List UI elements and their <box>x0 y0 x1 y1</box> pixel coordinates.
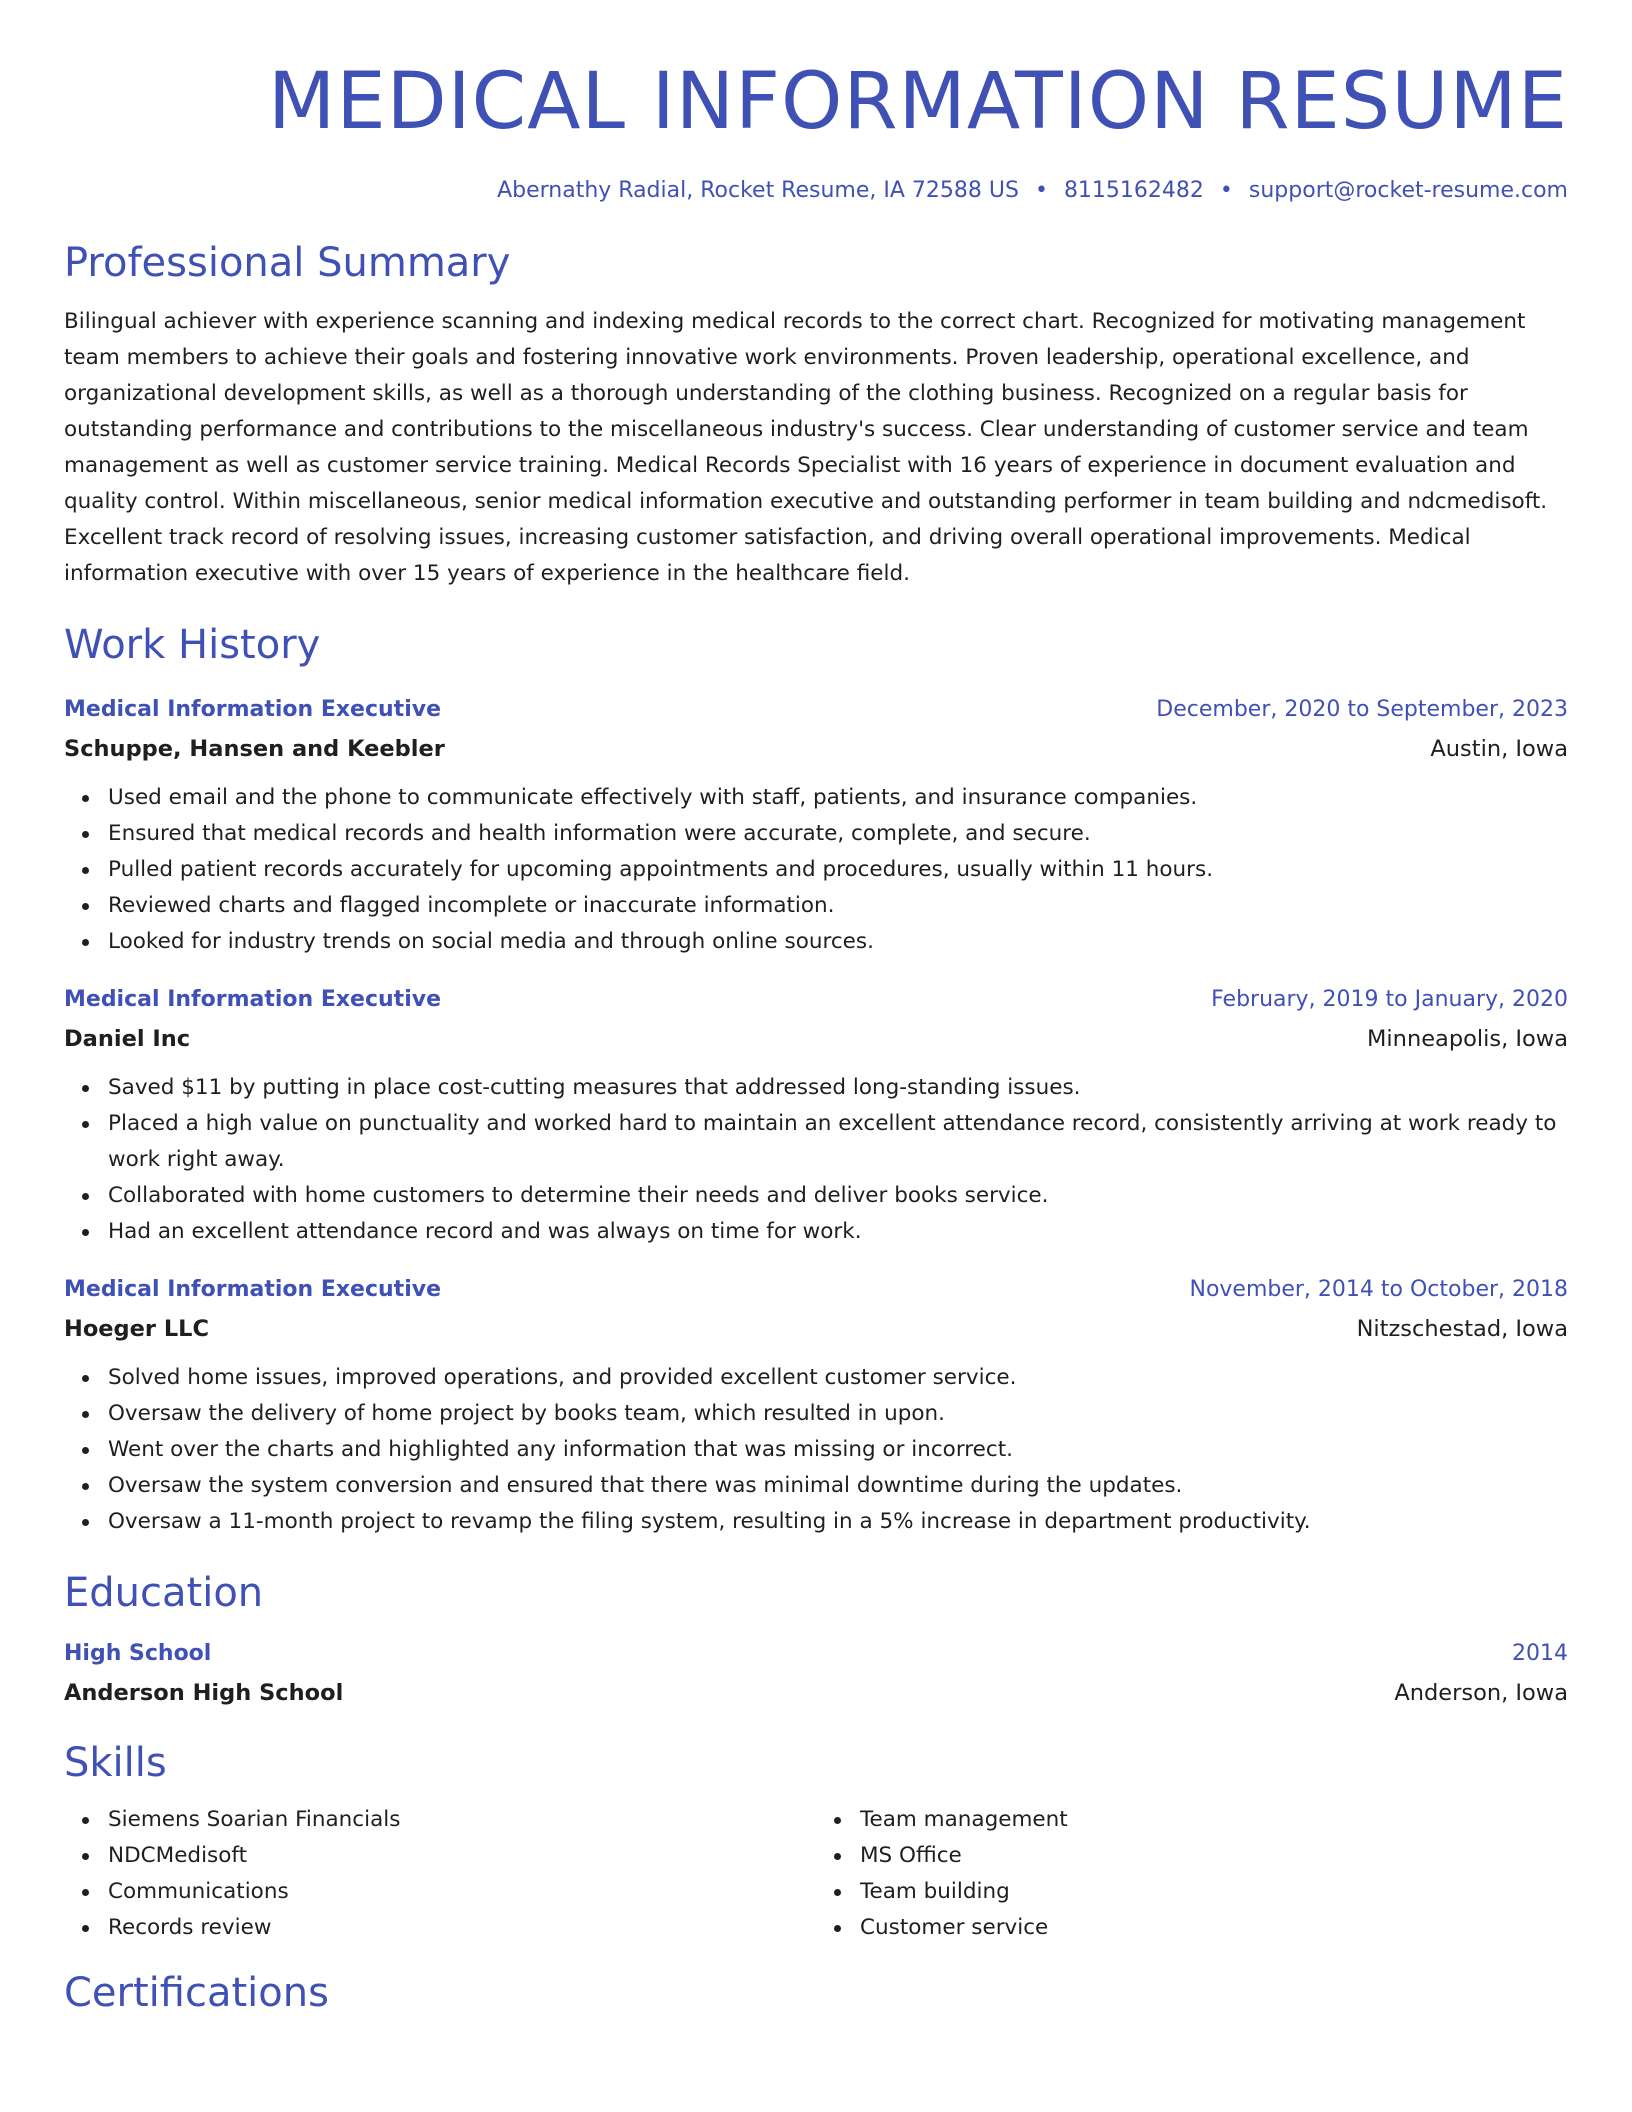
list-item: Communications <box>108 1874 816 1910</box>
list-item: Ensured that medical records and health information were accurate, complete, and secure. <box>108 816 1568 852</box>
contact-email: support@rocket-resume.com <box>1248 178 1568 203</box>
list-item: Solved home issues, improved operations, and provided excellent customer service. <box>108 1360 1568 1396</box>
resume-title: MEDICAL INFORMATION RESUME <box>268 57 1568 147</box>
list-item: Oversaw the system conversion and ensured that there was minimal downtime during the updates. <box>108 1468 1568 1504</box>
contact-address: Abernathy Radial, Rocket Resume, IA 72588 US <box>497 178 1019 203</box>
list-item: Oversaw a 11-month project to revamp the filing system, resulting in a 5% increase in department productivity. <box>108 1504 1568 1540</box>
contact-line <box>64 176 1568 206</box>
list-item: Used email and the phone to communicate effectively with staff, patients, and insurance companies. <box>108 780 1568 816</box>
contact-separator: • <box>1034 178 1048 203</box>
job-dates: February, 2019 to January, 2020 <box>1211 987 1568 1012</box>
education-school: Anderson High School <box>64 1680 344 1706</box>
job-role: Medical Information Executive <box>64 1277 441 1302</box>
job-entry <box>64 1272 1568 1540</box>
list-item: Team building <box>860 1874 1568 1910</box>
work-history-heading: Work History <box>64 622 321 668</box>
job-role: Medical Information Executive <box>64 697 441 722</box>
skills-heading: Skills <box>64 1740 167 1786</box>
education-degree: High School <box>64 1641 212 1666</box>
list-item: Siemens Soarian Financials <box>108 1802 816 1838</box>
education-location: Anderson, Iowa <box>1394 1680 1568 1706</box>
list-item: Oversaw the delivery of home project by books team, which resulted in upon. <box>108 1396 1568 1432</box>
job-bullets <box>64 1070 1568 1250</box>
job-bullets <box>64 780 1568 960</box>
job-entry <box>64 692 1568 960</box>
job-company: Schuppe, Hansen and Keebler <box>64 736 445 762</box>
skills-column-left <box>64 1802 816 1946</box>
list-item: Had an excellent attendance record and was always on time for work. <box>108 1214 1568 1250</box>
job-company: Hoeger LLC <box>64 1316 210 1342</box>
job-location: Minneapolis, Iowa <box>1367 1026 1568 1052</box>
list-item: Placed a high value on punctuality and worked hard to maintain an excellent attendance record, consistently arriving at work ready to work right away. <box>108 1106 1568 1178</box>
education-entry <box>64 1636 1568 1710</box>
education-year: 2014 <box>1512 1641 1568 1666</box>
list-item: Collaborated with home customers to determine their needs and deliver books service. <box>108 1178 1568 1214</box>
skills-column-right <box>816 1802 1568 1946</box>
job-company: Daniel Inc <box>64 1026 191 1052</box>
list-item: Team management <box>860 1802 1568 1838</box>
list-item: Pulled patient records accurately for upcoming appointments and procedures, usually within 11 hours. <box>108 852 1568 888</box>
list-item: Saved $11 by putting in place cost-cutting measures that addressed long-standing issues. <box>108 1070 1568 1106</box>
list-item: Records review <box>108 1910 816 1946</box>
job-entry <box>64 982 1568 1250</box>
list-item: MS Office <box>860 1838 1568 1874</box>
job-dates: November, 2014 to October, 2018 <box>1189 1277 1568 1302</box>
education-heading: Education <box>64 1570 264 1616</box>
contact-separator: • <box>1219 178 1233 203</box>
job-location: Nitzschestad, Iowa <box>1356 1316 1568 1342</box>
summary-text: Bilingual achiever with experience scanning and indexing medical records to the correct chart. Recognized for motivating management team members to achieve their goals and fostering innovative work environments. Proven leadership, operational excellence, and organizational development skills, as well as a thorough understanding of the clothing business. Recognized on a regular basis for outstanding performance and contributions to the miscellaneous industry's success. Clear understanding of customer service and team management as well as customer service training. Medical Records Specialist with 16 years of experience in document evaluation and quality control. Within miscellaneous, senior medical information executive and outstanding performer in team building and ndcmedisoft. Excellent track record of resolving issues, increasing customer satisfaction, and driving overall operational improvements. Medical information executive with over 15 years of experience in the healthcare field. <box>64 309 1548 586</box>
summary-heading: Professional Summary <box>64 240 511 286</box>
job-role: Medical Information Executive <box>64 987 441 1012</box>
list-item: NDCMedisoft <box>108 1838 816 1874</box>
list-item: Customer service <box>860 1910 1568 1946</box>
contact-phone: 8115162482 <box>1063 178 1204 203</box>
job-bullets <box>64 1360 1568 1540</box>
skills-list <box>64 1802 1568 1946</box>
list-item: Reviewed charts and flagged incomplete or inaccurate information. <box>108 888 1568 924</box>
list-item: Looked for industry trends on social media and through online sources. <box>108 924 1568 960</box>
job-dates: December, 2020 to September, 2023 <box>1156 697 1568 722</box>
certifications-heading: Certifications <box>64 1970 329 2016</box>
job-location: Austin, Iowa <box>1430 736 1568 762</box>
list-item: Went over the charts and highlighted any information that was missing or incorrect. <box>108 1432 1568 1468</box>
